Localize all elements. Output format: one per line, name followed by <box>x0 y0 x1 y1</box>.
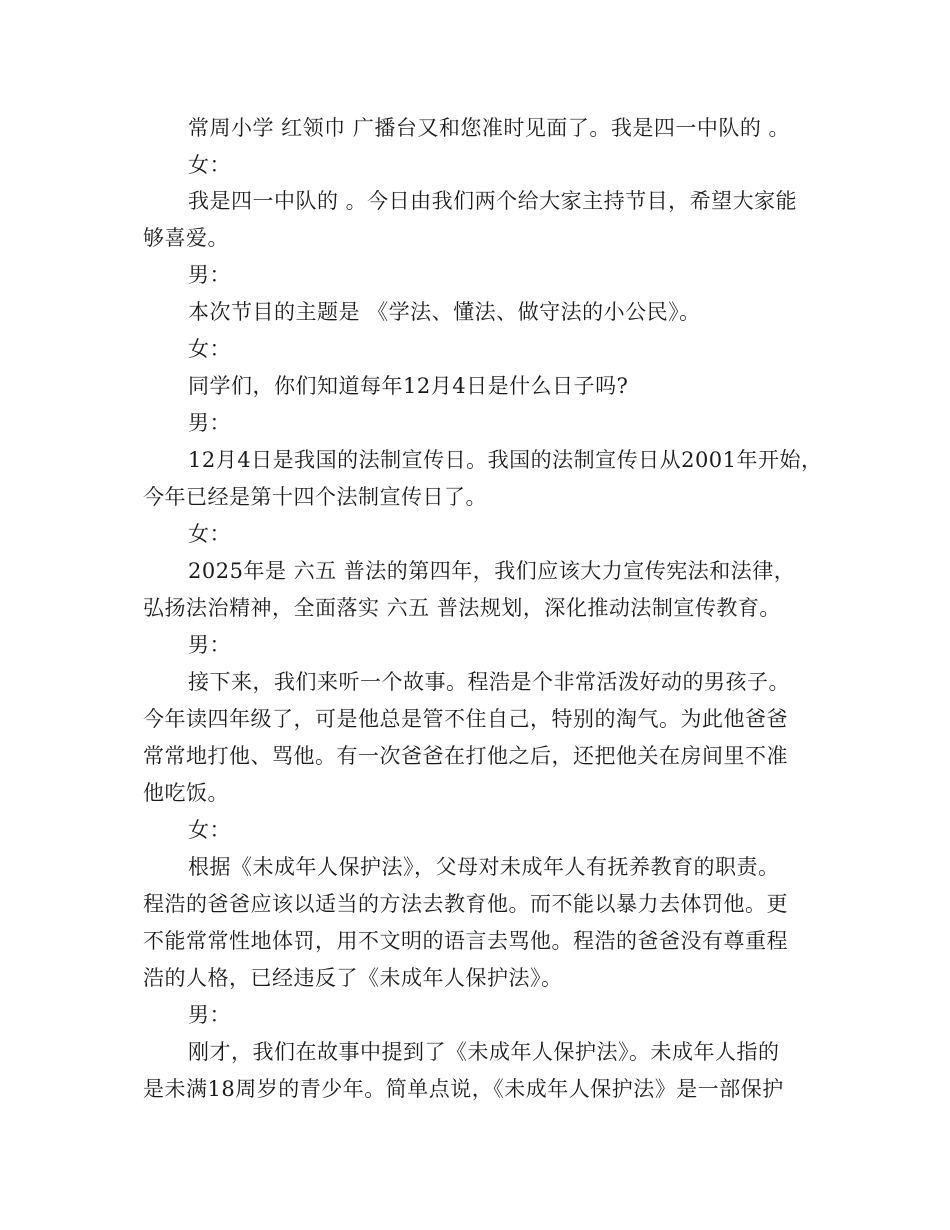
text-line: 不能常常性地体罚，用不文明的语言去骂他。程浩的爸爸没有尊重程 <box>143 929 788 953</box>
speaker-label: 男： <box>188 411 231 435</box>
speaker-label: 女： <box>188 818 231 842</box>
text-line: 程浩的爸爸应该以适当的方法去教育他。而不能以暴力去体罚他。更 <box>143 892 788 916</box>
speaker-label: 男： <box>188 1003 231 1027</box>
text-line: 12月4日是我国的法制宣传日。我国的法制宣传日从2001年开始， <box>188 448 823 472</box>
text-line: 同学们，你们知道每年12月4日是什么日子吗? <box>188 374 629 398</box>
speaker-label: 女： <box>188 522 231 546</box>
text-line: 刚才，我们在故事中提到了《未成年人保护法》。未成年人指的 <box>188 1040 780 1064</box>
text-line: 根据《未成年人保护法》，父母对未成年人有抚养教育的职责。 <box>188 855 780 879</box>
text-line: 常周小学 红领巾 广播台又和您准时见面了。我是四一中队的 。 <box>188 116 791 140</box>
speaker-label: 男： <box>188 633 231 657</box>
text-line: 够喜爱。 <box>143 226 229 250</box>
text-line: 接下来，我们来听一个故事。程浩是个非常活泼好动的男孩子。 <box>188 670 790 694</box>
text-line: 弘扬法治精神，全面落实 六五 普法规划，深化推动法制宣传教育。 <box>143 596 781 620</box>
text-line: 他吃饭。 <box>143 781 229 805</box>
text-line: 今年已经是第十四个法制宣传日了。 <box>143 485 487 509</box>
text-line: 2025年是 六五 普法的第四年，我们应该大力宣传宪法和法律， <box>188 559 796 583</box>
text-line: 本次节目的主题是 《学法、懂法、做守法的小公民》。 <box>188 300 701 324</box>
text-line: 今年读四年级了，可是他总是管不住自己，特别的淘气。为此他爸爸 <box>143 707 788 731</box>
speaker-label: 女： <box>188 153 231 177</box>
text-line: 浩的人格，已经违反了《未成年人保护法》。 <box>143 966 563 990</box>
text-line: 我是四一中队的 。今日由我们两个给大家主持节目，希望大家能 <box>188 189 798 213</box>
text-line: 是未满18周岁的青少年。简单点说，《未成年人保护法》是一部保护 <box>143 1077 784 1101</box>
speaker-label: 男： <box>188 263 231 287</box>
text-line: 常常地打他、骂他。有一次爸爸在打他之后，还把他关在房间里不准 <box>143 744 788 768</box>
speaker-label: 女： <box>188 337 231 361</box>
